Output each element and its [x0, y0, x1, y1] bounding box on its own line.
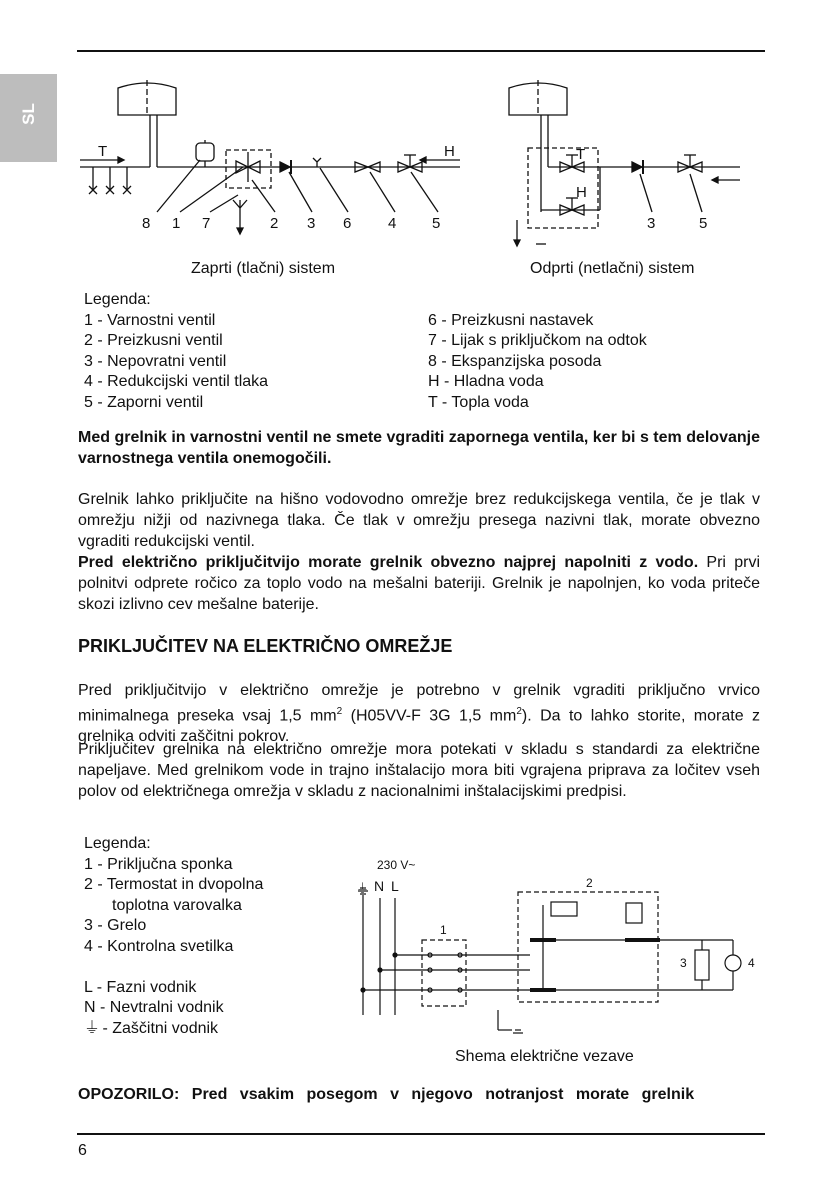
- ground-icon: ⏚: [84, 1019, 101, 1037]
- open-t-label: T: [576, 146, 586, 163]
- legend1-item: 3 - Nepovratni ventil: [84, 352, 227, 370]
- paragraph-cord: [78, 680, 760, 747]
- open-h-label: H: [576, 184, 587, 201]
- plumbing-diagram: [0, 0, 840, 290]
- legend1-item: H - Hladna voda: [428, 373, 544, 390]
- open-num-3: 3: [647, 215, 656, 232]
- closed-num-7: 7: [202, 215, 211, 232]
- legend1-right: [428, 311, 647, 414]
- closed-num-4: 4: [388, 215, 397, 232]
- legend1-item: 8 - Ekspanzijska posoda: [428, 352, 602, 370]
- voltage-label: 230 V~: [377, 858, 416, 872]
- legend1-item: 7 - Lijak s priključkom na odtok: [428, 332, 647, 349]
- open-system-caption: Odprti (netlačni) sistem: [530, 260, 695, 277]
- legend2-item: 2 - Termostat in dvopolna: [84, 876, 264, 893]
- cord-sup1: 2: [336, 706, 343, 717]
- bottom-rule: [77, 1133, 765, 1135]
- paragraph-reduction-valve: Grelnik lahko priključite na hišno vodovodno omrežje brez redukcijskega ventila, če je tlak v omrežju nižji od nazivnega tlaka. Če tlak v omrežju presega nazivni tlak, morate obvezno vgraditi redukcijski ventil.: [78, 491, 760, 550]
- neutral-label: N: [374, 878, 385, 894]
- section-heading: PRIKLJUČITEV NA ELEKTRIČNO OMREŽJE: [78, 636, 453, 656]
- filling-rest: Pri prvi polnitvi odprete ročico za toplo vodo na mešalni bateriji. Grelnik je napolnjen, ko voda priteče skozi izlivno cev mešalne baterije.: [78, 554, 761, 613]
- legend2-item: 4 - Kontrolna svetilka: [84, 937, 234, 955]
- heater-label-3: 3: [680, 956, 687, 970]
- legend2-item: toplotna varovalka: [112, 896, 242, 914]
- lamp-label-4: 4: [748, 956, 755, 970]
- legend1-item: 4 - Redukcijski ventil tlaka: [84, 373, 269, 390]
- legend1-item: 6 - Preizkusni nastavek: [428, 311, 594, 329]
- phase-label: L: [391, 878, 399, 894]
- closed-h-label: H: [444, 143, 455, 160]
- closed-num-5: 5: [432, 215, 441, 232]
- terminal-label-1: 1: [440, 923, 447, 937]
- closed-num-1: 1: [172, 215, 181, 232]
- open-num-5: 5: [699, 215, 708, 232]
- cord-text-c: ). Da to lahko storite, morate z grelnika odviti zaščitni pokrov.: [78, 707, 761, 746]
- legend1: [84, 290, 268, 413]
- closed-system-caption: Zaprti (tlačni) sistem: [191, 260, 336, 277]
- warning-valve: Med grelnik in varnostni ventil ne smete vgraditi zapornega ventila, ker bi s tem delovanje varnostnega ventila onemogočili.: [78, 429, 760, 467]
- legend2: [84, 834, 263, 1039]
- closed-num-2: 2: [270, 215, 279, 232]
- closed-num-3: 3: [307, 215, 316, 232]
- legend2-item: 3 - Grelo: [84, 917, 147, 934]
- filling-bold: Pred električno priključitvijo morate grelnik obvezno najprej napolniti z vodo.: [78, 554, 699, 571]
- closed-t-label: T: [98, 143, 108, 160]
- cord-sup2: 2: [516, 706, 522, 717]
- legend1-title: Legenda:: [84, 291, 151, 308]
- paragraph-filling: [78, 552, 760, 615]
- legend1-item: T - Topla voda: [428, 393, 529, 411]
- legend2-item-ground: ⏚ - Zaščitni vodnik: [84, 1019, 263, 1040]
- legend2-item: 1 - Priključna sponka: [84, 855, 233, 873]
- page-number: 6: [78, 1142, 87, 1159]
- closed-num-6: 6: [343, 215, 352, 232]
- legend1-item: 5 - Zaporni ventil: [84, 393, 204, 411]
- thermostat-label-2: 2: [586, 876, 593, 890]
- wiring-caption: Shema električne vezave: [455, 1048, 634, 1065]
- paragraph-standards: Priključitev grelnika na električno omrežje mora potekati v skladu s standardi za električne napeljave. Med grelnikom vode in trajno inštalacijo mora biti vgrajena priprava za ločitev vseh polov od električnega omrežja v skladu z nacionalnimi inštalacijskimi predpisi.: [78, 741, 760, 800]
- legend2-item: L - Fazni vodnik: [84, 978, 197, 996]
- ground-symbol: ⏚: [356, 881, 370, 896]
- expansion-vessel: [196, 143, 214, 161]
- closed-num-8: 8: [142, 215, 151, 232]
- language-tab-label: SL: [19, 103, 38, 125]
- legend2-title: Legenda:: [84, 835, 151, 852]
- legend1-item: 2 - Preizkusni ventil: [84, 332, 223, 349]
- warning-opozorilo: OPOZORILO: Pred vsakim posegom v njegovo notranjost morate grelnik: [78, 1086, 695, 1103]
- cord-text-b: (H05VV-F 3G 1,5 mm: [342, 707, 517, 725]
- legend1-item: 1 - Varnostni ventil: [84, 311, 216, 329]
- legend2-item: N - Nevtralni vodnik: [84, 999, 224, 1016]
- cord-text-a: Pred priključitvijo v električno omrežje je potrebno v grelnik vgraditi priključno vrvico minimalnega preseka vsaj 1,5 mm: [78, 682, 760, 725]
